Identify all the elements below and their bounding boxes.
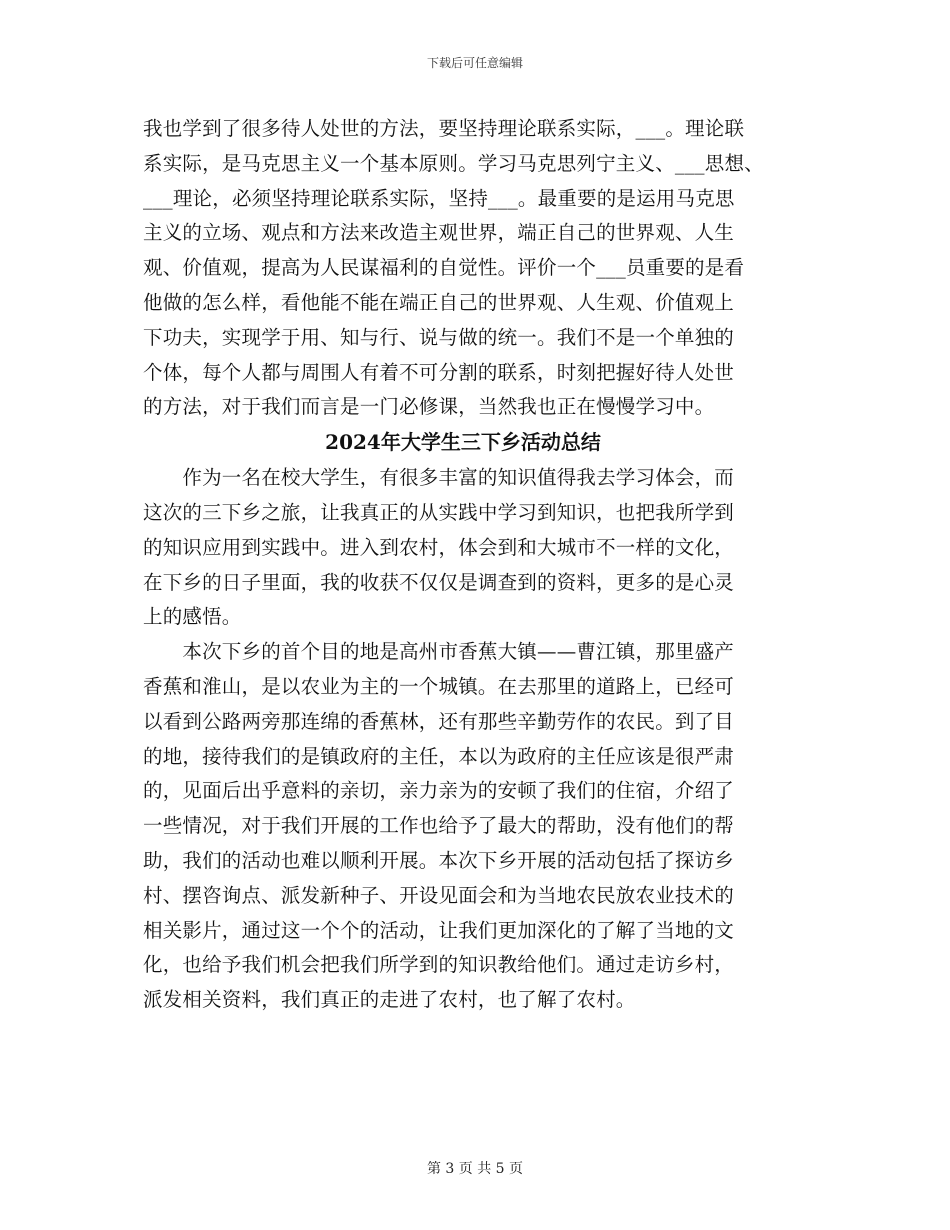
text-line: 的地，接待我们的是镇政府的主任，本以为政府的主任应该是很严肃 bbox=[143, 744, 735, 768]
text-line: 系实际，是马克思主义一个基本原则。学习马克思列宁主义、___思想、 bbox=[143, 151, 764, 175]
text-line: 助，我们的活动也难以顺利开展。本次下乡开展的活动包括了探访乡 bbox=[143, 848, 735, 872]
text-line: 派发相关资料，我们真正的走进了农村，也了解了农村。 bbox=[143, 988, 636, 1012]
text-line: 的，见面后出乎意料的亲切，亲力亲为的安顿了我们的住宿，介绍了 bbox=[143, 779, 735, 803]
paragraph-3 bbox=[143, 635, 823, 1018]
text-line: 一些情况，对于我们开展的工作也给予了最大的帮助，没有他们的帮 bbox=[143, 814, 735, 838]
text-line: 作为一名在校大学生，有很多丰富的知识值得我去学习体会，而 bbox=[143, 466, 735, 490]
document-body bbox=[143, 112, 823, 1018]
text-line: 相关影片，通过这一个个的活动，让我们更加深化的了解了当地的文 bbox=[143, 918, 735, 942]
text-line: 化，也给予我们机会把我们所学到的知识教给他们。通过走访乡村， bbox=[143, 953, 735, 977]
text-line: 我也学到了很多待人处世的方法，要坚持理论联系实际，___。理论联 bbox=[143, 117, 745, 140]
text-line: 主义的立场、观点和方法来改造主观世界，端正自己的世界观、人生 bbox=[143, 221, 735, 245]
text-line: 他做的怎么样，看他能不能在端正自己的世界观、人生观、价值观上 bbox=[143, 290, 735, 314]
text-line: 村、摆咨询点、派发新种子、开设见面会和为当地农民放农业技术的 bbox=[143, 883, 735, 907]
text-line: 上的感悟。 bbox=[143, 605, 242, 629]
text-line: 个体，每个人都与周围人有着不可分割的联系，时刻把握好待人处世 bbox=[143, 360, 735, 384]
text-line: 的方法，对于我们而言是一门必修课，当然我也正在慢慢学习中。 bbox=[143, 395, 715, 419]
text-line: 的知识应用到实践中。进入到农村，体会到和大城市不一样的文化， bbox=[143, 535, 735, 559]
page-header: 下载后可任意编辑 bbox=[426, 56, 523, 70]
text-line: 以看到公路两旁那连绵的香蕉林，还有那些辛勤劳作的农民。到了目 bbox=[143, 709, 735, 733]
paragraph-2 bbox=[143, 461, 823, 635]
text-line: 下功夫，实现学于用、知与行、说与做的统一。我们不是一个单独的 bbox=[143, 325, 735, 349]
page-footer: 第 3 页 共 5 页 bbox=[426, 1161, 524, 1177]
paragraph-1 bbox=[143, 112, 823, 425]
text-line: 在下乡的日子里面，我的收获不仅仅是调查到的资料，更多的是心灵 bbox=[143, 570, 735, 594]
text-line: ___理论，必须坚持理论联系实际，坚持___。最重要的是运用马克思 bbox=[143, 186, 735, 210]
text-line: 本次下乡的首个目的地是高州市香蕉大镇——曹江镇，那里盛产 bbox=[143, 640, 735, 664]
text-line: 香蕉和淮山，是以农业为主的一个城镇。在去那里的道路上，已经可 bbox=[143, 674, 735, 698]
section-title: 2024年大学生三下乡活动总结 bbox=[325, 430, 601, 455]
text-line: 观、价值观，提高为人民谋福利的自觉性。评价一个___员重要的是看 bbox=[143, 256, 745, 280]
text-line: 这次的三下乡之旅，让我真正的从实践中学习到知识，也把我所学到 bbox=[143, 500, 735, 524]
